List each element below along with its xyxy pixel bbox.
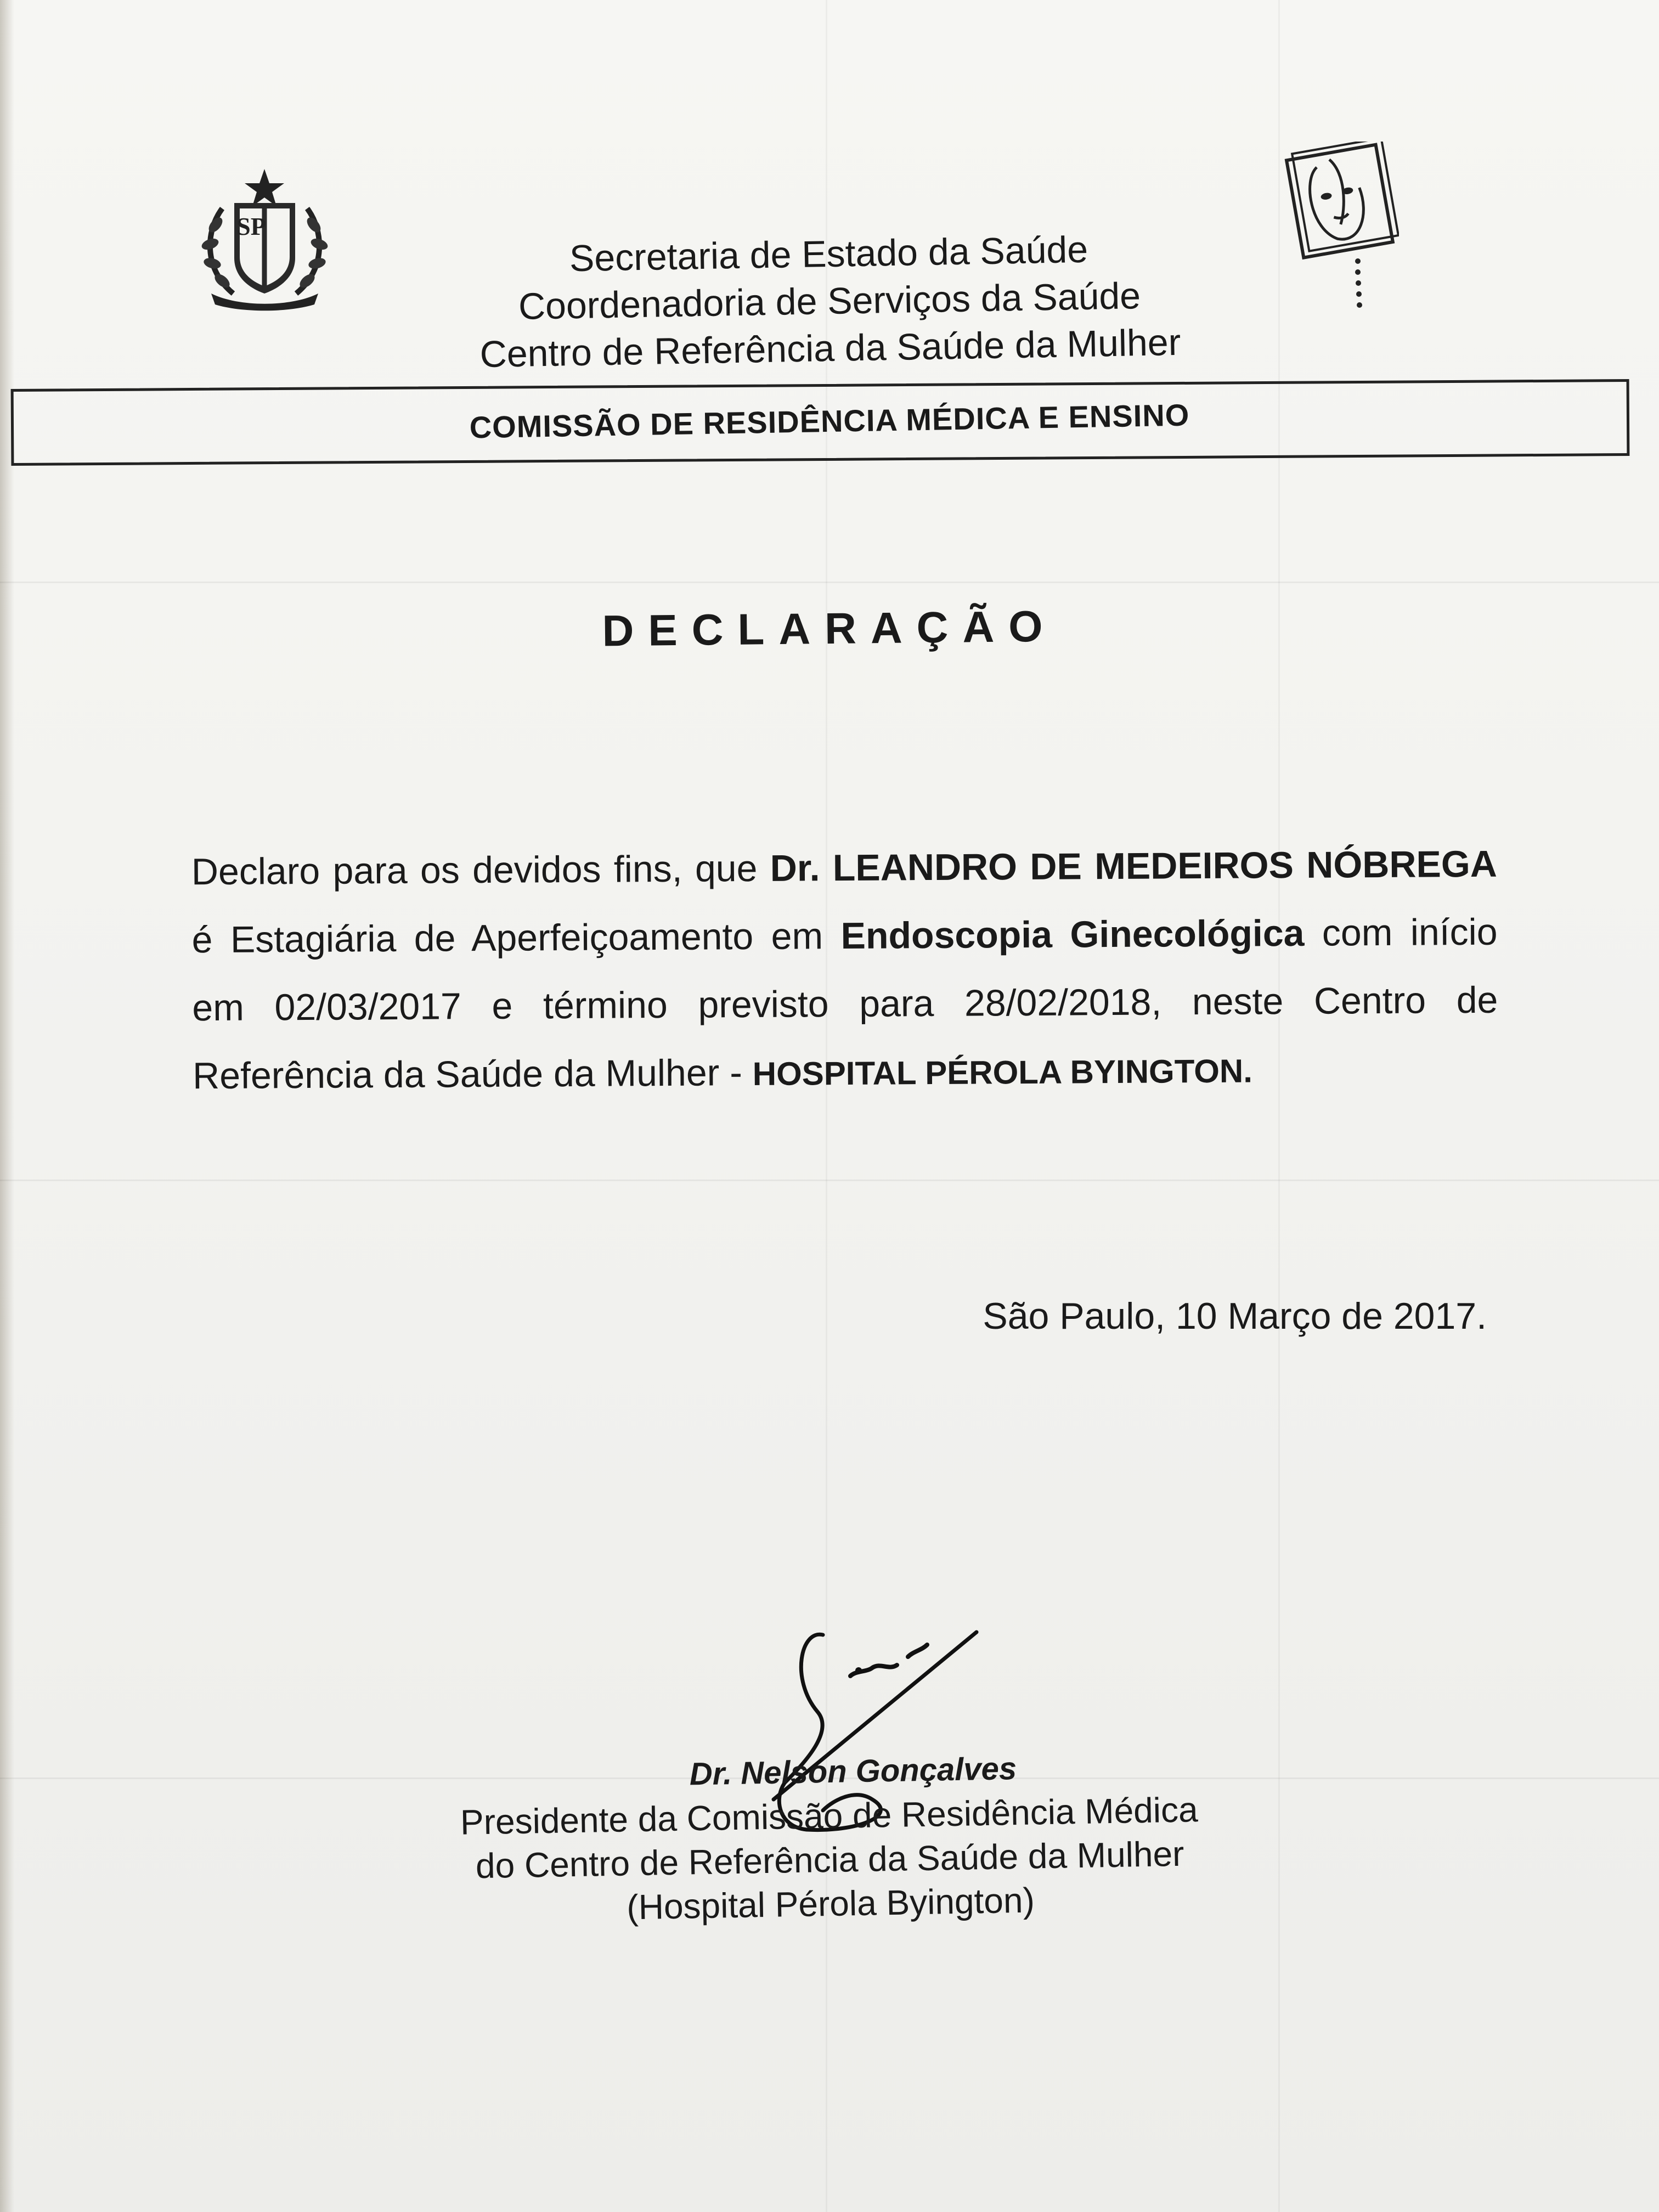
signer-block: [0, 1736, 1659, 1940]
body-text-3: com início em 02/03/2017 e término previsto para 28/02/2018, neste Centro de Referência da Saúde da Mulher -: [192, 911, 1498, 1097]
letterhead-secretaria: Secretaria de Estado da Saúde: [569, 228, 1088, 280]
body-end-punctuation: .: [1243, 1052, 1253, 1090]
letterhead-coordenadoria: Coordenadoria de Serviços da Saúde: [518, 275, 1141, 328]
body-text-1: Declaro para os devidos fins, que: [191, 847, 770, 893]
specialty-name: Endoscopia Ginecológica: [840, 912, 1305, 957]
place-and-date: São Paulo, 10 Março de 2017.: [983, 1295, 1487, 1337]
fold-crease: [0, 1180, 1659, 1181]
letterhead-centro: Centro de Referência da Saúde da Mulher: [479, 321, 1181, 376]
body-text-2: é Estagiária de Aperfeiçoamento em: [191, 915, 841, 961]
commission-banner-text: COMISSÃO DE RESIDÊNCIA MÉDICA E ENSINO: [469, 397, 1190, 445]
signer-name: Dr. Nelson Gonçalves: [689, 1751, 1017, 1792]
signer-institution: do Centro de Referência da Saúde da Mulher: [475, 1833, 1184, 1886]
signer-title: Presidente da Comissão de Residência Médica: [460, 1790, 1199, 1842]
document-title: DECLARAÇÃO: [602, 601, 1057, 656]
signer-hospital: (Hospital Pérola Byington): [626, 1880, 1035, 1927]
hospital-name: HOSPITAL PÉROLA BYINGTON: [752, 1052, 1244, 1093]
fold-crease: [0, 582, 1659, 583]
declaration-body: [191, 830, 1498, 1112]
seal-letters: SP: [236, 212, 266, 240]
letterhead: [0, 216, 1659, 387]
declared-person-name: Dr. LEANDRO DE MEDEIROS NÓBREGA: [770, 843, 1498, 889]
